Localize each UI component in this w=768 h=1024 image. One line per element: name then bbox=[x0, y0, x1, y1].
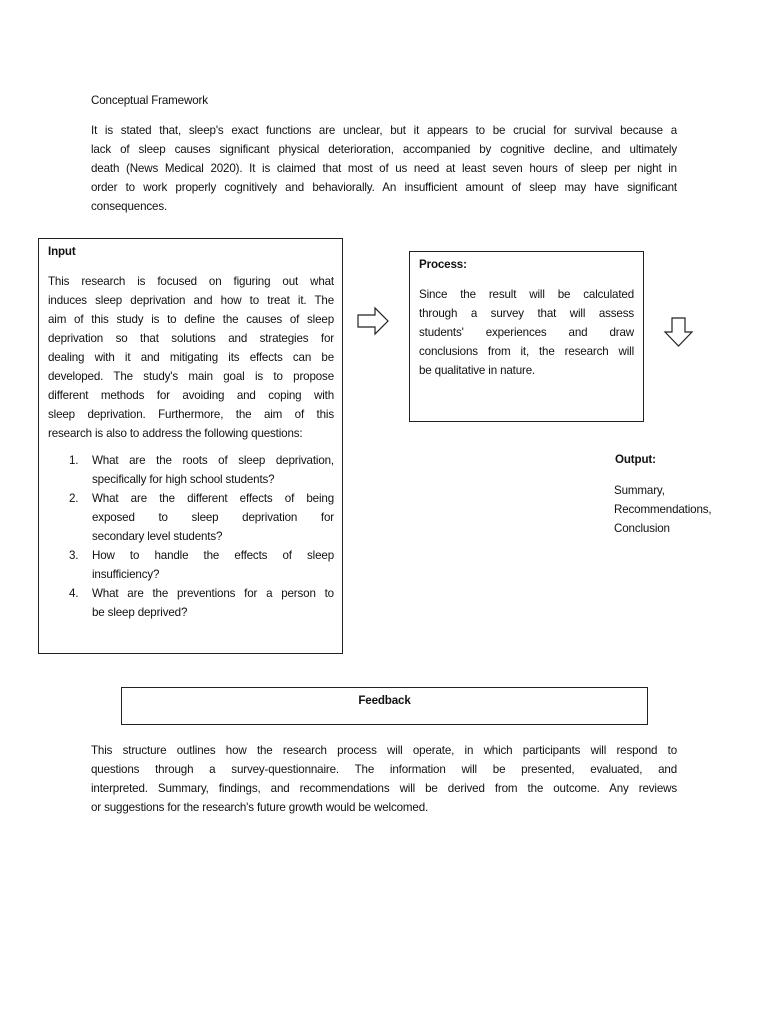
text-line: order to work properly cognitively and behaviorally. An insufficient amount of sleep may have significant bbox=[91, 181, 677, 194]
text-line: deprivation so that solutions and strategies for bbox=[48, 332, 334, 345]
output-list bbox=[614, 481, 711, 538]
intro-paragraph bbox=[91, 121, 677, 216]
text-line: sleep deprivation. Furthermore, the aim of this bbox=[48, 408, 334, 421]
text-line: consequences. bbox=[91, 200, 168, 213]
text-line: This structure outlines how the research process will operate, in which participants will respond to bbox=[91, 744, 677, 757]
question-text-line: exposed to sleep deprivation for bbox=[92, 511, 334, 524]
text-line: aim of this study is to define the causes of sleep bbox=[48, 313, 334, 326]
text-line: be qualitative in nature. bbox=[419, 364, 536, 377]
arrow-right-icon bbox=[356, 306, 390, 336]
text-line: questions through a survey-questionnaire. The information will be presented, evaluated, and bbox=[91, 763, 677, 776]
text-line: conclusions from it, the research will bbox=[419, 345, 634, 358]
text-line: Since the result will be calculated bbox=[419, 288, 634, 301]
question-text-line: specifically for high school students? bbox=[92, 473, 275, 486]
text-line: students' experiences and draw bbox=[419, 326, 634, 339]
feedback-label: Feedback bbox=[358, 694, 411, 707]
input-title: Input bbox=[48, 245, 76, 258]
heading: Conceptual Framework bbox=[91, 94, 208, 107]
question-item bbox=[69, 451, 334, 489]
question-text-line: secondary level students? bbox=[92, 530, 223, 543]
question-text-line: What are the roots of sleep deprivation, bbox=[92, 454, 334, 467]
text-line: death (News Medical 2020). It is claimed that most of us need at least seven hours of sleep per night in bbox=[91, 162, 677, 175]
closing-paragraph bbox=[91, 741, 677, 817]
output-item: Recommendations, bbox=[614, 503, 712, 516]
process-paragraph bbox=[419, 285, 634, 380]
question-number: 3. bbox=[69, 549, 79, 562]
question-number: 4. bbox=[69, 587, 79, 600]
text-line: induces sleep deprivation and how to treat it. The bbox=[48, 294, 334, 307]
process-title: Process: bbox=[419, 258, 467, 271]
arrow-down-icon bbox=[663, 316, 695, 348]
question-text-line: be sleep deprived? bbox=[92, 606, 188, 619]
process-box bbox=[409, 251, 644, 422]
text-line: interpreted. Summary, findings, and recommendations will be derived from the outcome. Any reviews bbox=[91, 782, 677, 795]
question-number: 2. bbox=[69, 492, 79, 505]
text-line: dealing with it and mitigating its effects can be bbox=[48, 351, 334, 364]
output-title: Output: bbox=[615, 453, 656, 466]
question-item bbox=[69, 584, 334, 622]
text-line: It is stated that, sleep's exact functions are unclear, but it appears to be crucial for survival because a bbox=[91, 124, 677, 137]
question-text-line: What are the different effects of being bbox=[92, 492, 334, 505]
text-line: through a survey that will assess bbox=[419, 307, 634, 320]
question-text-line: insufficiency? bbox=[92, 568, 160, 581]
text-line: This research is focused on figuring out what bbox=[48, 275, 334, 288]
question-text-line: How to handle the effects of sleep bbox=[92, 549, 334, 562]
output-item: Conclusion bbox=[614, 522, 670, 535]
question-list bbox=[69, 451, 334, 622]
question-item bbox=[69, 546, 334, 584]
question-item bbox=[69, 489, 334, 546]
feedback-box bbox=[121, 687, 648, 725]
question-number: 1. bbox=[69, 454, 79, 467]
text-line: or suggestions for the research's future growth would be welcomed. bbox=[91, 801, 429, 814]
text-line: research is also to address the following questions: bbox=[48, 427, 303, 440]
output-item: Summary, bbox=[614, 484, 665, 497]
text-line: different methods for avoiding and coping with bbox=[48, 389, 334, 402]
text-line: lack of sleep causes significant physical deterioration, accompanied by cognitive decline, and ultimately bbox=[91, 143, 677, 156]
input-paragraph bbox=[48, 272, 334, 443]
text-line: developed. The study's main goal is to propose bbox=[48, 370, 334, 383]
input-box bbox=[38, 238, 343, 654]
question-text-line: What are the preventions for a person to bbox=[92, 587, 334, 600]
